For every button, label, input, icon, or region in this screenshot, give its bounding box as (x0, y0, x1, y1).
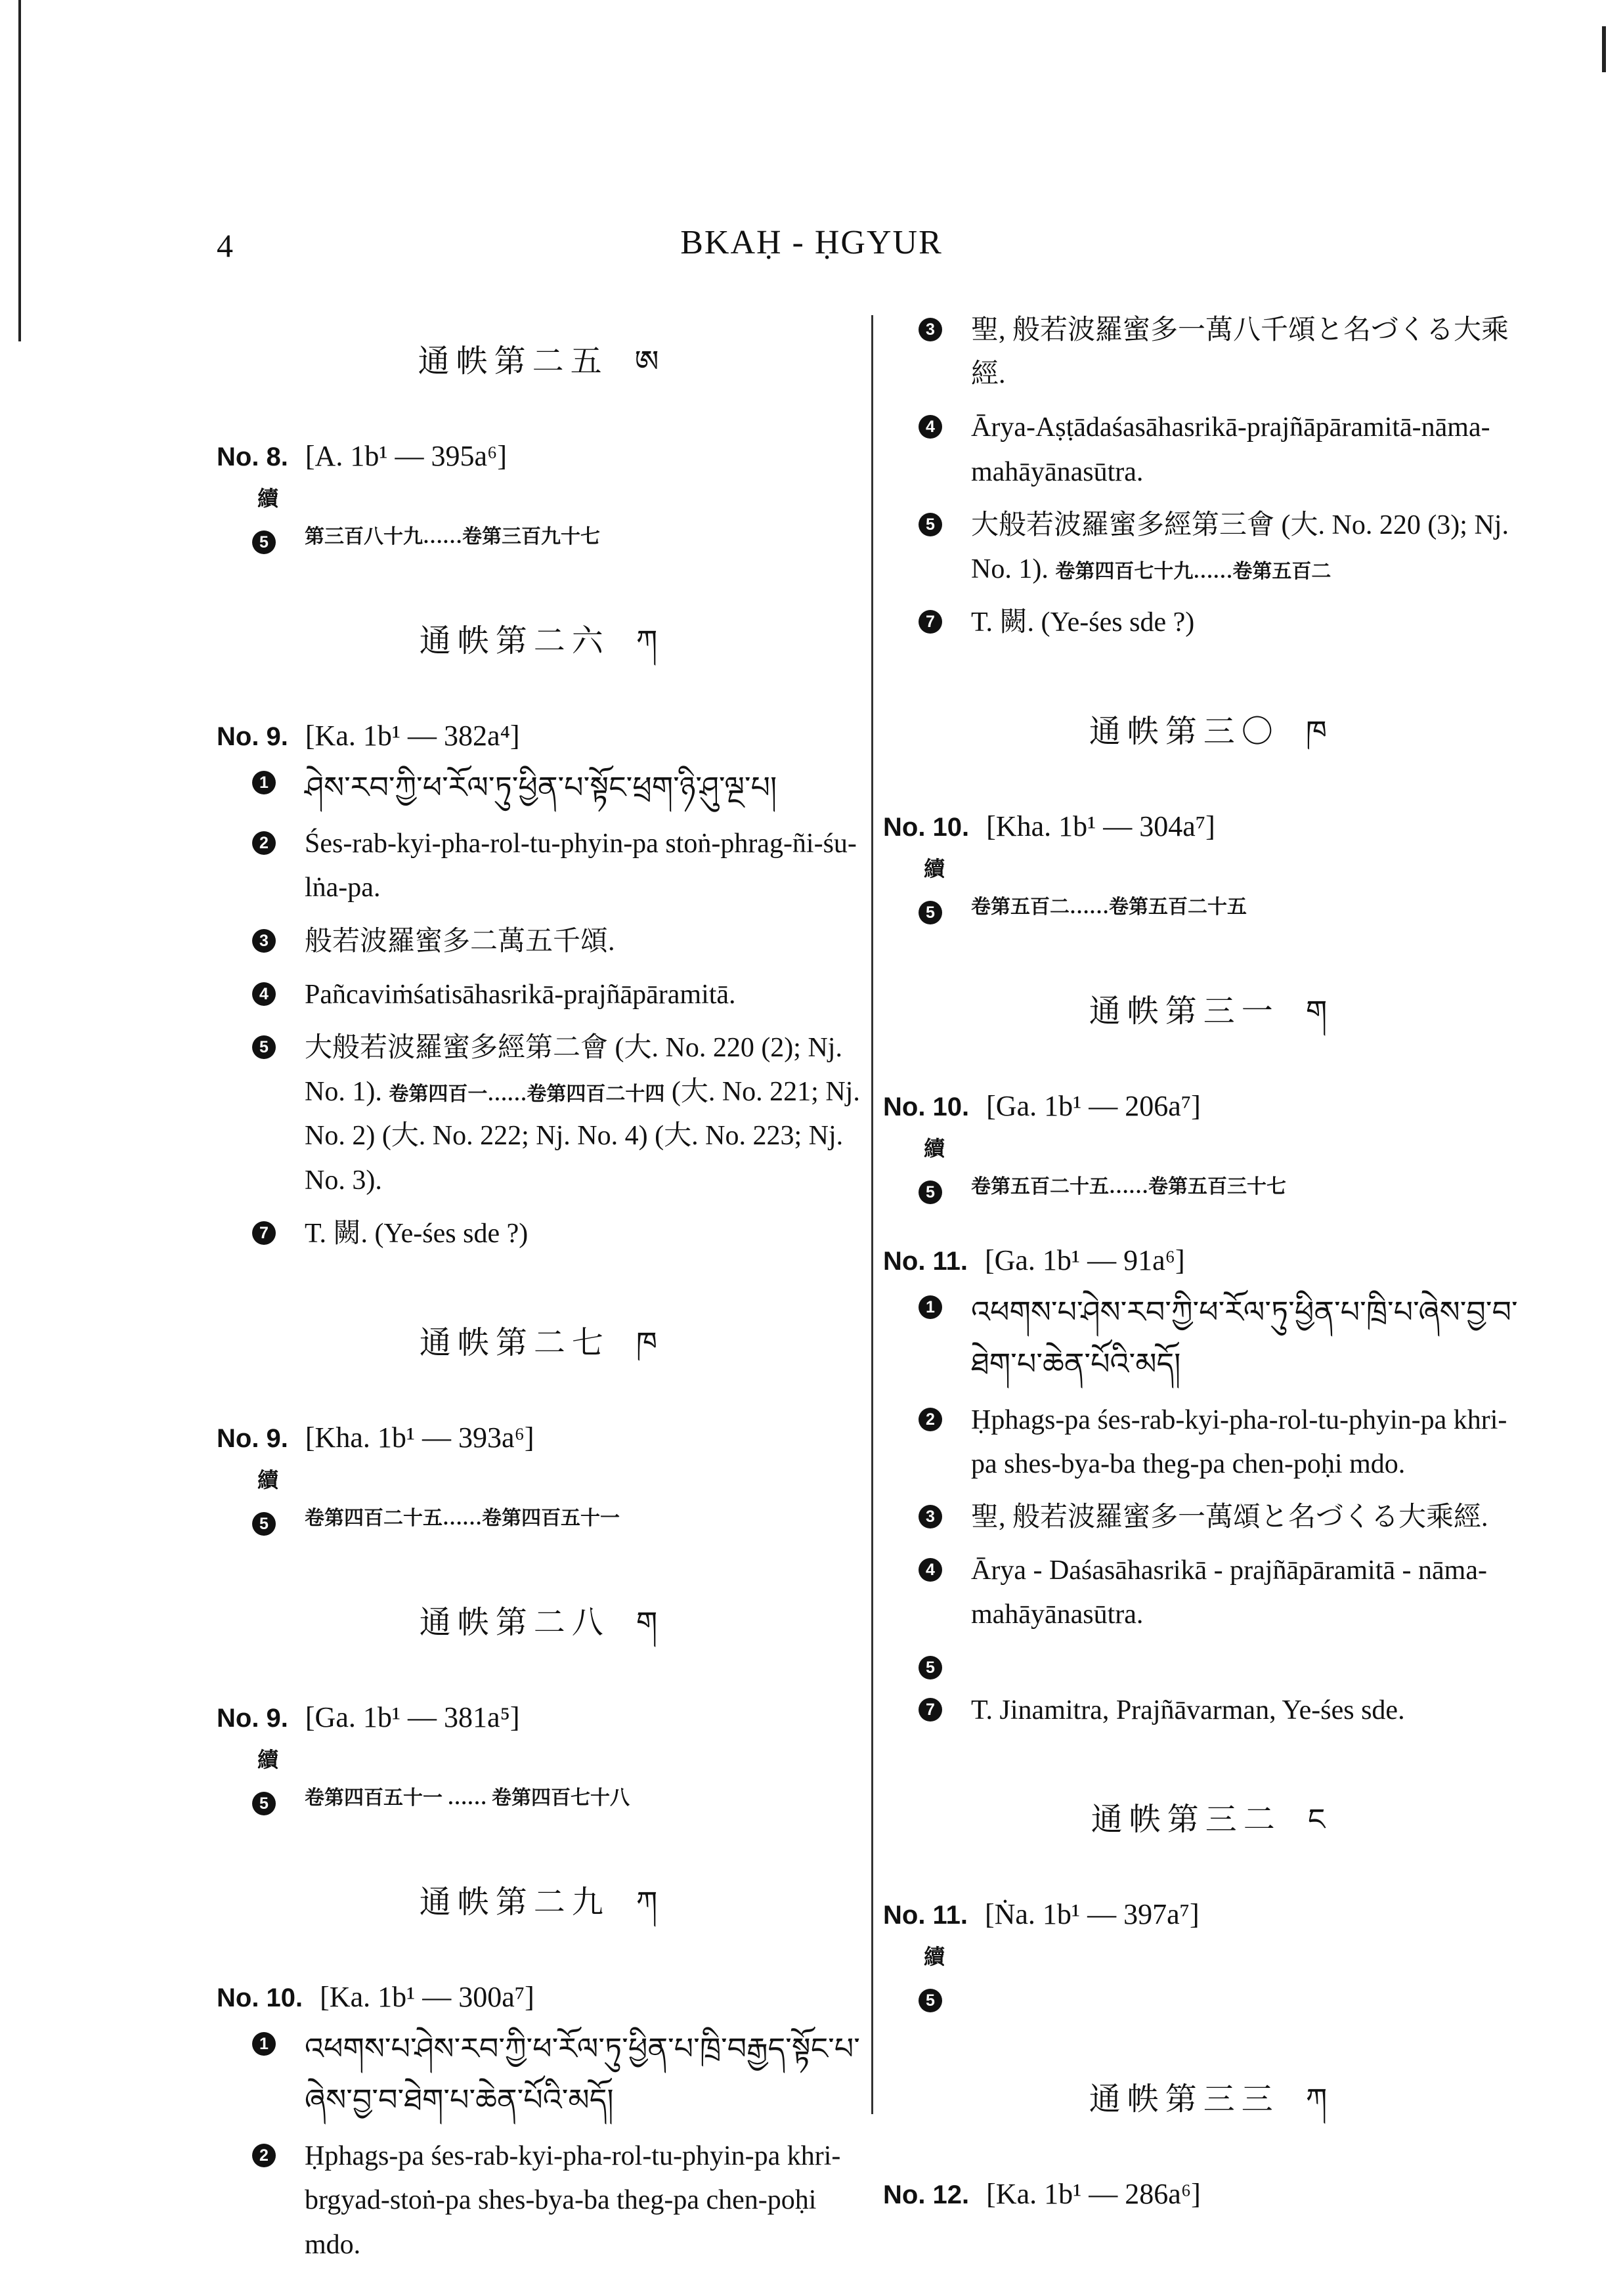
chinese-title: 大般若波羅蜜多經第二會 (大. No. 220 (2); Nj. No. 1). (305, 1032, 842, 1108)
translator: T. 闕. (Ye-śes sde ?) (971, 607, 1195, 638)
list-item (883, 1549, 1533, 1637)
section-heading (883, 978, 1533, 1063)
folio-reference: [Ga. 1b¹ — 91a⁶] (984, 1244, 1185, 1277)
list-item (883, 1171, 1533, 1204)
list-item (883, 1689, 1533, 1733)
item-marker: 2 (919, 1408, 942, 1431)
right-column (883, 309, 1533, 2211)
item-marker: 5 (919, 1656, 942, 1679)
list-item (217, 1026, 860, 1203)
entry-heading (883, 1897, 1533, 1931)
item-marker: 5 (252, 1792, 276, 1815)
section-title: 通帙第三〇 (1089, 714, 1280, 750)
list-item (883, 1496, 1533, 1540)
item-marker: 5 (252, 531, 276, 554)
right-margin-mark (1602, 26, 1606, 72)
transliteration: Śes-rab-kyi-pha-rol-tu-phyin-pa stoṅ-phrag-ñi-śu-lṅa-pa. (305, 829, 857, 903)
list-item (883, 1647, 1533, 1679)
volume-letter: ཀ (636, 623, 658, 659)
list-item (883, 1980, 1533, 2012)
item-marker: 7 (252, 1221, 276, 1245)
folio-reference: [Kha. 1b¹ — 304a⁷] (986, 810, 1215, 843)
list-item (217, 2134, 860, 2267)
continued-label: 續 (257, 487, 279, 510)
fascicle-range: 卷第四百七十九……卷第五百二 (1055, 560, 1331, 582)
entry-heading (217, 1700, 860, 1734)
section-title: 通帙第二九 (419, 1884, 610, 1920)
section-title: 通帙第三一 (1089, 994, 1280, 1029)
folio-reference: [Ka. 1b¹ — 300a⁷] (320, 1980, 534, 2013)
transliteration: Ḥphags-pa śes-rab-kyi-pha-rol-tu-phyin-pa khri-brgyad-stoṅ-pa shes-bya-ba theg-pa chen-poḥi mdo. (305, 2141, 841, 2260)
translator: T. Jinamitra, Prajñāvarman, Ye-śes sde. (971, 1695, 1405, 1725)
column-divider (871, 315, 873, 2114)
folio-reference: [Kha. 1b¹ — 393a⁶] (305, 1421, 534, 1454)
item-marker: 5 (919, 513, 942, 536)
folio-reference: [Ṅa. 1b¹ — 397a⁷] (984, 1897, 1200, 1930)
translator: T. 闕. (Ye-śes sde ?) (305, 1218, 529, 1249)
chinese-reference (305, 1026, 860, 1203)
volume-letter: ཁ (636, 1324, 658, 1360)
list-item (217, 822, 860, 910)
entry-number: No. 11. (883, 1900, 968, 1930)
item-marker: 1 (252, 771, 276, 794)
item-marker: 5 (252, 1512, 276, 1536)
entry-heading (883, 1244, 1533, 1277)
item-marker: 5 (919, 901, 942, 924)
entry-heading (883, 810, 1533, 843)
left-margin-line (18, 0, 21, 341)
item-marker: 5 (919, 1180, 942, 1204)
sanskrit-title: Ārya - Daśasāhasrikā - prajñāpāramitā - nāma-mahāyānasūtra. (971, 1555, 1487, 1630)
section-heading (217, 1869, 860, 1954)
item-marker: 4 (919, 415, 942, 439)
sanskrit-title: Ārya-Aṣṭādaśasāhasrikā-prajñāpāramitā-nāma-mahāyānasūtra. (971, 412, 1490, 487)
folio-reference: [Ga. 1b¹ — 206a⁷] (986, 1090, 1201, 1123)
entry-number: No. 12. (883, 2180, 970, 2209)
list-item (883, 892, 1533, 924)
section-title: 通帙第二五 (418, 344, 609, 379)
folio-reference: [Ka. 1b¹ — 382a⁴] (305, 720, 520, 752)
volume-letter: ཀ (636, 1884, 658, 1920)
sanskrit-title: Pañcaviṁśatisāhasrikā-prajñāpāramitā. (305, 979, 736, 1010)
item-marker: 7 (919, 1698, 942, 1722)
entry-heading (883, 2177, 1533, 2211)
continued-label: 續 (257, 1467, 279, 1492)
item-marker: 3 (919, 318, 942, 341)
list-item (217, 1503, 860, 1536)
list-item (217, 1212, 860, 1256)
section-heading (883, 699, 1533, 783)
entry-number: No. 9. (217, 1703, 288, 1733)
list-item (883, 406, 1533, 494)
left-column (217, 309, 860, 2267)
chinese-reference (971, 504, 1533, 592)
list-item (217, 2023, 860, 2125)
section-heading (217, 608, 860, 693)
item-marker: 4 (252, 982, 276, 1006)
list-item (217, 973, 860, 1017)
section-heading (217, 328, 860, 413)
folio-reference: [A. 1b¹ — 395a⁶] (305, 440, 508, 472)
item-text: 卷第四百五十一 …… 卷第四百七十八 (305, 1787, 630, 1809)
tibetan-title: འཕགས་པ་ཤེས་རབ་ཀྱི་ཕ་རོལ་ཏུ་ཕྱིན་པ་ཁྲི་པ་ཞེས་བྱ་བ་ཐེག་པ་ཆེན་པོའི་མདོ། (971, 1294, 1518, 1381)
section-heading (883, 2066, 1533, 2151)
entry-number: No. 11. (883, 1247, 968, 1276)
volume-letter: ང (1307, 1801, 1326, 1837)
list-item (217, 1783, 860, 1815)
section-heading (217, 1590, 860, 1674)
entry-number: No. 10. (217, 1983, 303, 2012)
volume-letter: ག (636, 1604, 658, 1640)
entry-number: No. 8. (217, 443, 288, 471)
volume-letter: ཀ (1305, 2081, 1328, 2117)
entry-number: No. 9. (217, 1423, 288, 1453)
item-marker: 7 (919, 610, 942, 634)
continued-label: 續 (257, 1747, 279, 1771)
item-marker: 4 (919, 1558, 942, 1582)
tibetan-title: འཕགས་པ་ཤེས་རབ་ཀྱི་ཕ་རོལ་ཏུ་ཕྱིན་པ་ཁྲི་བརྒྱད་སྟོང་པ་ཞེས་བྱ་བ་ཐེག་པ་ཆེན་པོའི་མདོ། (305, 2030, 860, 2118)
continued-label: 續 (924, 1137, 945, 1161)
section-title: 通帙第二六 (419, 624, 610, 659)
item-marker: 1 (919, 1295, 942, 1319)
japanese-title: 般若波羅蜜多二萬五千頌. (305, 926, 615, 957)
item-marker: 5 (252, 1035, 276, 1059)
japanese-title: 聖, 般若波羅蜜多一萬頌と名づくる大乘經. (971, 1502, 1488, 1533)
entry-number: No. 10. (883, 1093, 970, 1122)
folio-reference: [Ka. 1b¹ — 286a⁶] (986, 2177, 1201, 2210)
list-item (883, 1286, 1533, 1389)
item-marker: 5 (919, 1989, 942, 2012)
list-item (217, 920, 860, 964)
list-item (883, 601, 1533, 645)
item-marker: 2 (252, 831, 276, 855)
volume-letter: ག (1305, 993, 1328, 1029)
section-heading (217, 1310, 860, 1395)
entry-heading (217, 439, 860, 473)
volume-letter: ཁ (1305, 714, 1328, 750)
item-marker: 3 (252, 929, 276, 953)
list-item (883, 1398, 1533, 1486)
continued-label: 續 (924, 1944, 945, 1968)
section-title: 通帙第二八 (419, 1605, 610, 1640)
item-marker: 3 (919, 1505, 942, 1528)
chinese-title: 大般若波羅蜜多經第三會 (大. No. 220 (3); Nj. No. 1). (971, 509, 1509, 584)
item-text: 卷第五百二十五……卷第五百三十七 (971, 1176, 1286, 1198)
volume-letter: ཨ (634, 343, 659, 379)
fascicle-range: 卷第四百一……卷第四百二十四 (389, 1083, 665, 1106)
related-texts: (大. No. 221; Nj. No. 2) (大. No. 222; Nj. No. 4) (大. No. 223; Nj. No. 3). (305, 1077, 860, 1196)
entry-heading (217, 1421, 860, 1454)
section-heading (883, 1787, 1533, 1871)
entry-number: No. 10. (883, 813, 970, 842)
item-marker: 2 (252, 2144, 276, 2167)
continued-label: 續 (924, 857, 945, 881)
item-marker: 1 (252, 2032, 276, 2056)
entry-heading (217, 1980, 860, 2014)
item-text: 卷第四百二十五……卷第四百五十一 (305, 1507, 620, 1529)
japanese-title: 聖, 般若波羅蜜多一萬八千頌と名づくる大乘經. (971, 315, 1509, 390)
section-title: 通帙第三二 (1091, 1802, 1282, 1837)
list-item (217, 521, 860, 554)
section-title: 通帙第三三 (1089, 2081, 1280, 2117)
page-number: 4 (217, 227, 233, 264)
section-title: 通帙第二七 (419, 1325, 610, 1360)
folio-reference: [Ga. 1b¹ — 381a⁵] (305, 1700, 520, 1733)
item-text: 第三百八十九……卷第三百九十七 (305, 526, 600, 548)
tibetan-title: ཤེས་རབ་ཀྱི་ཕ་རོལ་ཏུ་ཕྱིན་པ་སྟོང་ཕྲག་ཉི་ཤུ་ལྔ་པ། (305, 769, 777, 805)
transliteration: Ḥphags-pa śes-rab-kyi-pha-rol-tu-phyin-pa khri-pa shes-bya-ba theg-pa chen-poḥi mdo. (971, 1404, 1507, 1479)
running-head: BKAḤ - ḤGYUR (680, 224, 943, 261)
list-item (883, 309, 1533, 397)
entry-number: No. 9. (217, 722, 288, 751)
list-item (217, 762, 860, 813)
entry-heading (883, 1089, 1533, 1123)
list-item (883, 504, 1533, 592)
entry-heading (217, 719, 860, 752)
item-text: 卷第五百二……卷第五百二十五 (971, 896, 1247, 919)
